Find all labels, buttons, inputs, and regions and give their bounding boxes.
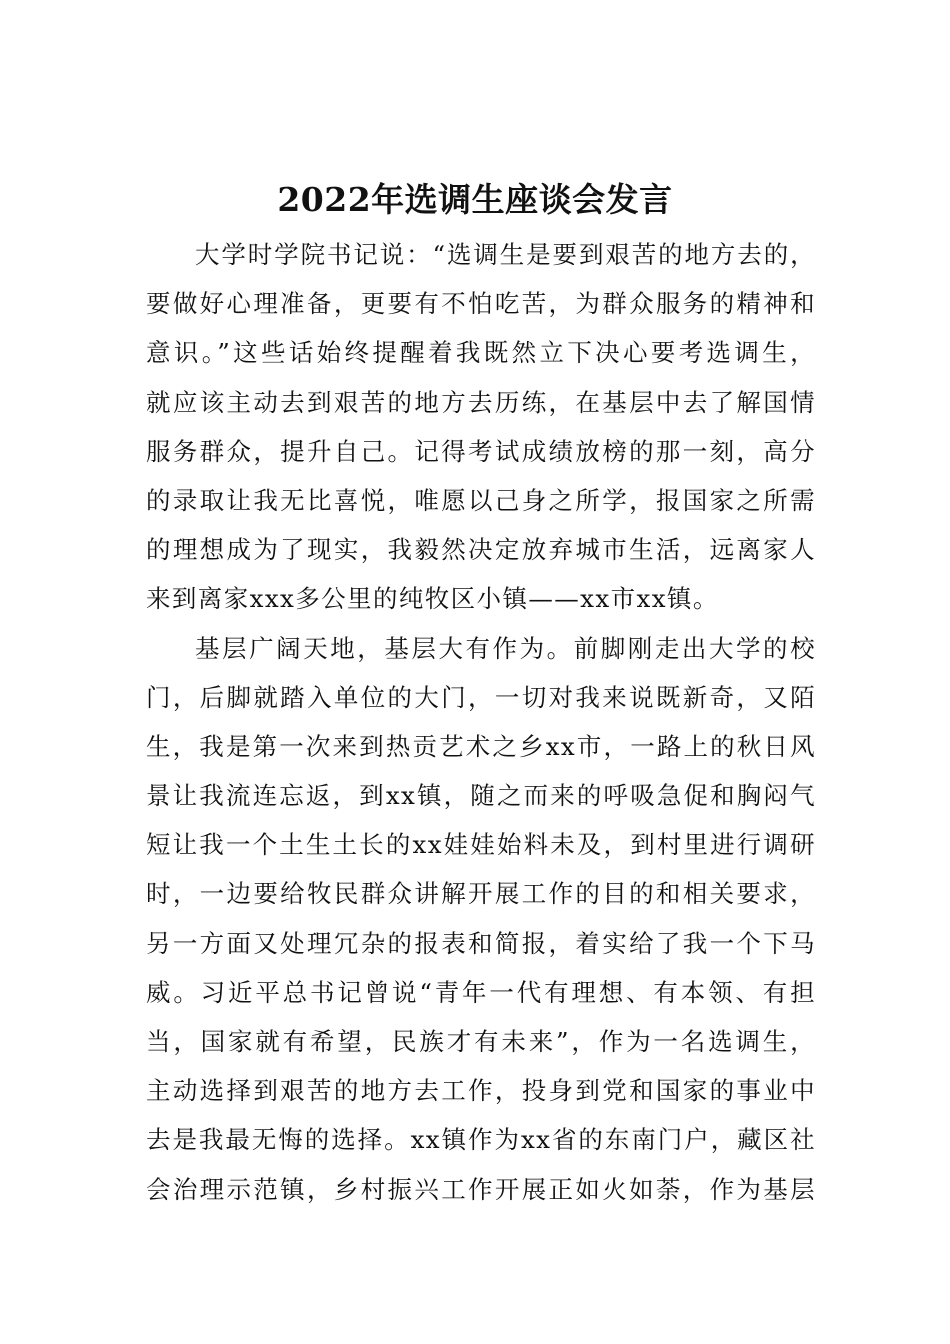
text-line: 去是我最无悔的选择。xx镇作为xx省的东南门户，藏区社 — [146, 1125, 816, 1155]
document-title: 2022年选调生座谈会发言 — [277, 180, 673, 219]
paragraph-1 — [146, 230, 816, 624]
text-line: 大学时学院书记说：“选调生是要到艰苦的地方去的， — [195, 240, 816, 269]
text-line: 主动选择到艰苦的地方去工作，投身到党和国家的事业中 — [146, 1076, 816, 1106]
text-line: 门，后脚就踏入单位的大门，一切对我来说既新奇，又陌 — [146, 682, 816, 712]
text-line: 会治理示范镇，乡村振兴工作开展正如火如荼，作为基层 — [146, 1174, 816, 1204]
paragraph-2 — [146, 624, 816, 1214]
text-line: 威。习近平总书记曾说“青年一代有理想、有本领、有担 — [146, 977, 816, 1007]
text-line: 短让我一个土生土长的xx娃娃始料未及，到村里进行调研 — [146, 830, 816, 860]
text-line: 景让我流连忘返，到xx镇，随之而来的呼吸急促和胸闷气 — [146, 781, 816, 811]
text-line: 来到离家xxx多公里的纯牧区小镇——xx市xx镇。 — [146, 584, 719, 614]
text-line: 要做好心理准备，更要有不怕吃苦，为群众服务的精神和 — [146, 289, 816, 319]
document-body — [146, 230, 816, 1214]
text-line: 当，国家就有希望，民族才有未来”，作为一名选调生， — [146, 1027, 816, 1056]
text-line: 服务群众，提升自己。记得考试成绩放榜的那一刻，高分 — [146, 436, 816, 466]
text-line: 生，我是第一次来到热贡艺术之乡xx市，一路上的秋日风 — [146, 731, 816, 761]
text-line: 的录取让我无比喜悦，唯愿以己身之所学，报国家之所需 — [146, 485, 816, 515]
text-line: 的理想成为了现实，我毅然决定放弃城市生活，远离家人 — [146, 535, 816, 565]
text-line: 就应该主动去到艰苦的地方去历练，在基层中去了解国情 — [146, 387, 816, 417]
text-line: 意识。”这些话始终提醒着我既然立下决心要考选调生， — [146, 338, 816, 368]
text-line: 基层广阔天地，基层大有作为。前脚刚走出大学的校 — [195, 633, 816, 663]
text-line: 时，一边要给牧民群众讲解开展工作的目的和相关要求， — [146, 879, 816, 909]
text-line: 另一方面又处理冗杂的报表和简报，着实给了我一个下马 — [146, 928, 816, 958]
